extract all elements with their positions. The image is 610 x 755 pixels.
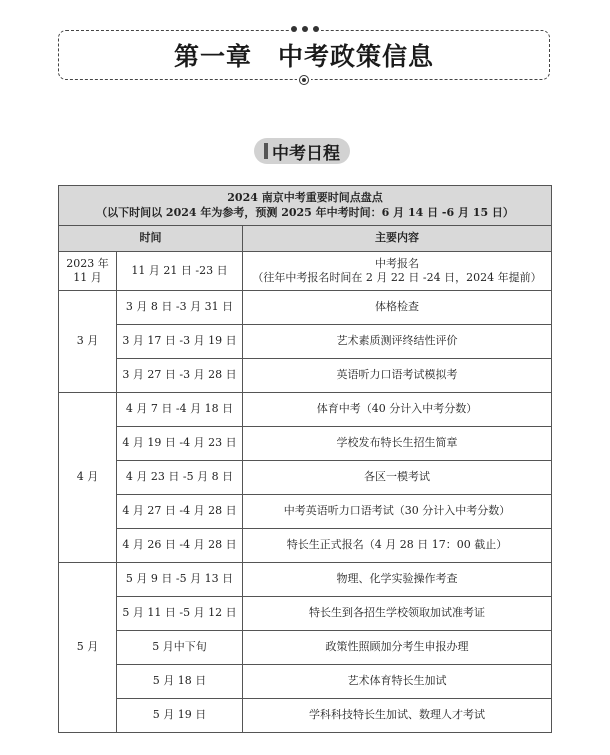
content-cell: 各区一模考试 <box>243 461 552 495</box>
content-line: （往年中考报名时间在 2 月 22 日 -24 日，2024 年提前） <box>252 271 542 284</box>
table-row <box>59 359 552 393</box>
date-cell: 3 月 27 日 -3 月 28 日 <box>117 359 243 393</box>
section-header <box>254 138 350 164</box>
month-line: 2023 年 <box>66 256 109 270</box>
table-caption-line1: 2024 南京中考重要时间点盘点 <box>227 191 383 205</box>
content-cell: 艺术体育特长生加试 <box>243 665 552 699</box>
decorative-ring-icon <box>297 73 311 87</box>
month-line: 11 月 <box>73 271 102 284</box>
month-cell <box>59 252 117 291</box>
date-cell: 4 月 7 日 -4 月 18 日 <box>117 393 243 427</box>
content-cell: 学科科技特长生加试、数理人才考试 <box>243 699 552 733</box>
content-cell: 学校发布特长生招生简章 <box>243 427 552 461</box>
column-header-time: 时间 <box>59 226 243 252</box>
table-caption-row <box>59 186 552 226</box>
table-row <box>59 529 552 563</box>
date-cell: 3 月 17 日 -3 月 19 日 <box>117 325 243 359</box>
date-cell: 4 月 26 日 -4 月 28 日 <box>117 529 243 563</box>
table-row <box>59 393 552 427</box>
section-title: 中考日程 <box>272 143 340 164</box>
table-row <box>59 495 552 529</box>
chapter-title: 第一章 中考政策信息 <box>173 42 434 71</box>
date-cell: 5 月 9 日 -5 月 13 日 <box>117 563 243 597</box>
content-cell: 英语听力口语考试模拟考 <box>243 359 552 393</box>
table-row <box>59 252 552 291</box>
schedule-table <box>58 185 552 733</box>
table-row <box>59 427 552 461</box>
content-cell: 中考英语听力口语考试（30 分计入中考分数） <box>243 495 552 529</box>
content-cell: 艺术素质测评终结性评价 <box>243 325 552 359</box>
content-cell: 特长生正式报名（4 月 28 日 17：00 截止） <box>243 529 552 563</box>
decorative-dots-icon <box>289 22 321 36</box>
date-cell: 4 月 27 日 -4 月 28 日 <box>117 495 243 529</box>
date-cell: 3 月 8 日 -3 月 31 日 <box>117 291 243 325</box>
table-row <box>59 325 552 359</box>
date-cell: 11 月 21 日 -23 日 <box>117 252 243 291</box>
date-cell: 4 月 19 日 -4 月 23 日 <box>117 427 243 461</box>
table-row <box>59 597 552 631</box>
date-cell: 4 月 23 日 -5 月 8 日 <box>117 461 243 495</box>
month-cell: 5 月 <box>59 563 117 733</box>
content-cell <box>243 252 552 291</box>
content-cell: 体育中考（40 分计入中考分数） <box>243 393 552 427</box>
table-row <box>59 631 552 665</box>
table-row <box>59 563 552 597</box>
date-cell: 5 月 11 日 -5 月 12 日 <box>117 597 243 631</box>
content-cell: 体格检查 <box>243 291 552 325</box>
section-marker-icon <box>264 143 268 159</box>
month-cell: 4 月 <box>59 393 117 563</box>
month-cell: 3 月 <box>59 291 117 393</box>
table-row <box>59 699 552 733</box>
date-cell: 5 月中下旬 <box>117 631 243 665</box>
table-header-row <box>59 226 552 252</box>
date-cell: 5 月 19 日 <box>117 699 243 733</box>
date-cell: 5 月 18 日 <box>117 665 243 699</box>
table-caption <box>59 186 552 226</box>
table-row <box>59 665 552 699</box>
column-header-content: 主要内容 <box>243 226 552 252</box>
content-line: 中考报名 <box>375 256 420 270</box>
table-caption-line2: （以下时间以 2024 年为参考，预测 2025 年中考时间：6 月 14 日 -6 月 15 日） <box>96 205 514 219</box>
table-row <box>59 461 552 495</box>
content-cell: 物理、化学实验操作考查 <box>243 563 552 597</box>
table-row <box>59 291 552 325</box>
content-cell: 政策性照顾加分考生申报办理 <box>243 631 552 665</box>
content-cell: 特长生到各招生学校领取加试准考证 <box>243 597 552 631</box>
